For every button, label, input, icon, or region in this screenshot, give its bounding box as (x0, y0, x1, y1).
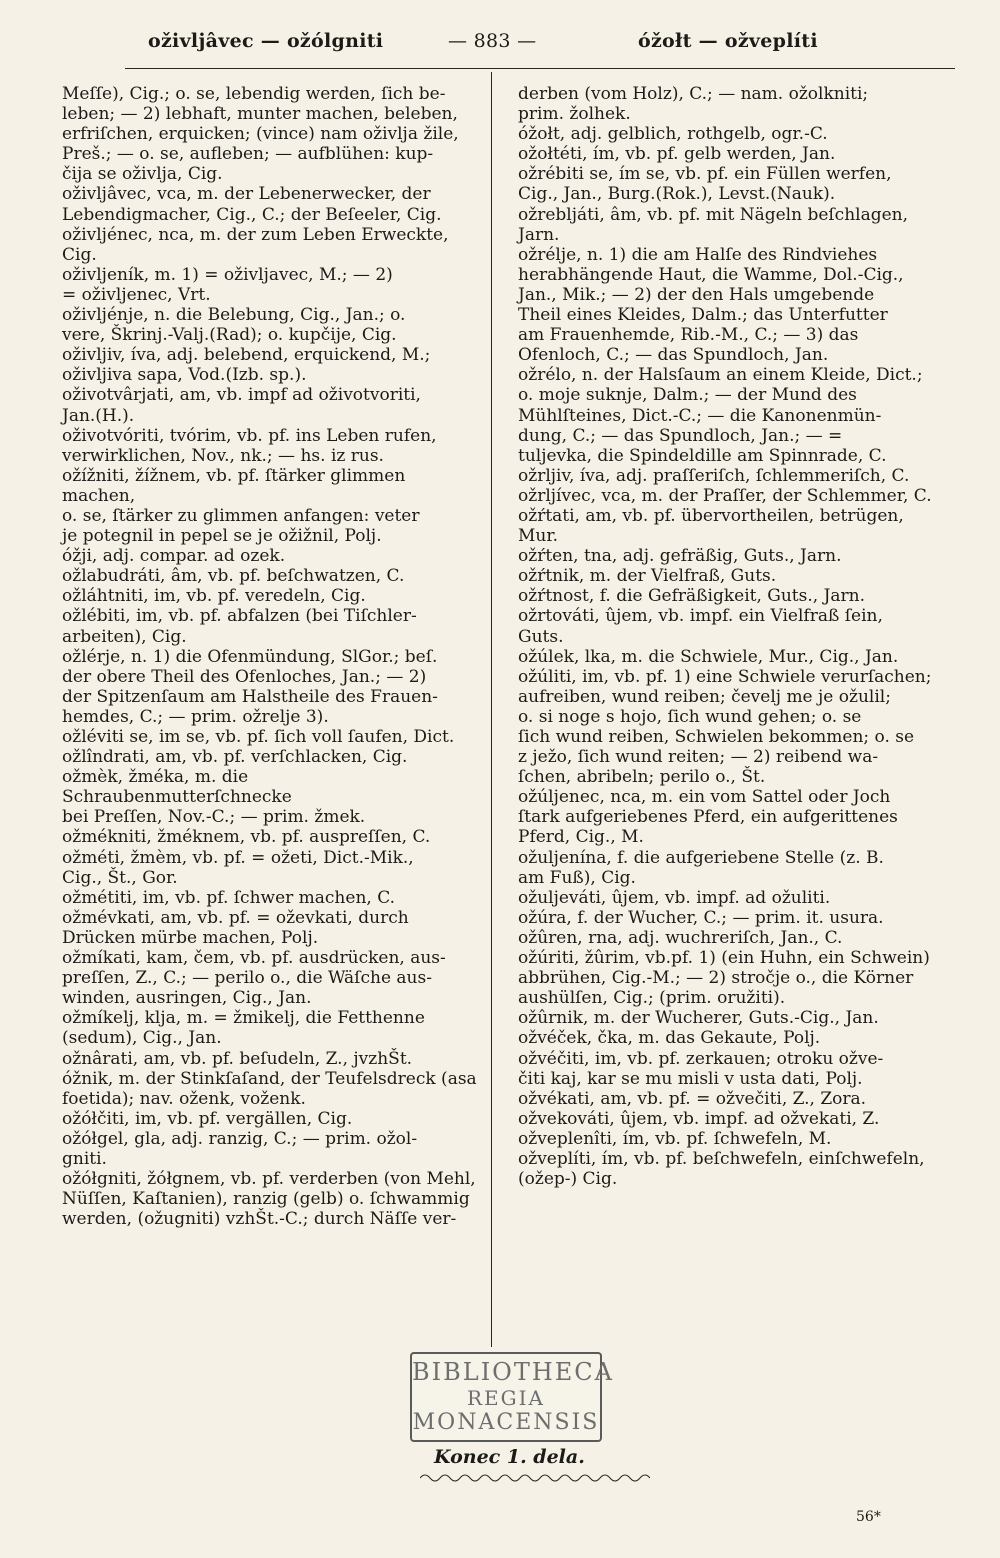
dictionary-line: Mur. (518, 526, 559, 547)
dictionary-line: Lebendigmacher, Cig., C.; der Beſeeler, Cig. (62, 204, 442, 225)
stamp-line-2: REGIA (467, 1386, 545, 1410)
dictionary-line: óžołt, adj. gelblich, rothgelb, ogr.-C. (518, 124, 828, 145)
dictionary-line: ožrélje, n. 1) die am Halſe des Rindviehes (518, 244, 878, 265)
dictionary-line: o. se, ſtärker zu glimmen anfangen: veter (62, 505, 420, 526)
dictionary-line: ožmíkati, kam, čem, vb. pf. ausdrücken, aus- (62, 948, 446, 969)
dictionary-line: ožveplenîti, ím, vb. pf. ſchwefeln, M. (518, 1128, 832, 1149)
dictionary-line: der Spitzenſaum am Halstheile des Frauen- (62, 686, 438, 707)
dictionary-line: gniti. (62, 1148, 107, 1169)
dictionary-line: ožûren, rna, adj. wuchreriſch, Jan., C. (518, 927, 843, 948)
dictionary-line: ožúliti, im, vb. pf. 1) eine Schwiele verurſachen; (518, 666, 932, 687)
dictionary-line: werden, (ožugniti) vzhŠt.-C.; durch Näſſe ver- (62, 1209, 457, 1230)
dictionary-line: čija se oživlja, Cig. (62, 164, 223, 185)
dictionary-line: ožrtováti, ûjem, vb. impf. ein Vielfraß ſein, (518, 606, 883, 627)
dictionary-line: ožmíkelj, klja, m. = žmikelj, die Fetthenne (62, 1008, 425, 1029)
dictionary-line: oživljiv, íva, adj. belebend, erquickend, M.; (62, 345, 431, 366)
dictionary-line: foetida); nav. oženk, voženk. (62, 1088, 306, 1109)
dictionary-line: ožrljívec, vca, m. der Praſſer, der Schlemmer, C. (518, 485, 932, 506)
dictionary-line: ožmèk, žméka, m. die Schraubenmutterſchnecke (62, 767, 292, 808)
dictionary-line: Theil eines Kleides, Dalm.; das Unterfutter (518, 305, 888, 326)
header-rule (125, 68, 955, 69)
dictionary-line: ožnârati, am, vb. pf. beſudeln, Z., jvzhŠt. (62, 1048, 413, 1069)
stamp-line-3: MONACENSIS (412, 1410, 600, 1435)
dictionary-line: ožółčiti, im, vb. pf. vergällen, Cig. (62, 1108, 353, 1129)
dictionary-line: ožlébiti, im, vb. pf. abfalzen (bei Tiſchler- (62, 606, 417, 627)
dictionary-line: winden, ausringen, Cig., Jan. (62, 988, 312, 1009)
dictionary-line: der obere Theil des Ofenloches, Jan.; — 2) (62, 666, 427, 687)
dictionary-line: ožmétiti, im, vb. pf. ſchwer machen, C. (62, 887, 396, 908)
dictionary-line: Cig. (62, 244, 97, 265)
dictionary-line: ožŕtati, am, vb. pf. übervortheilen, betrügen, (518, 505, 904, 526)
column-divider (491, 72, 492, 1347)
dictionary-line: ožŕten, tna, adj. gefräßig, Guts., Jarn. (518, 546, 842, 567)
dictionary-line: erfriſchen, erquicken; (vince) nam oživlja žile, (62, 124, 459, 145)
dictionary-line: ožrébiti se, ím se, vb. pf. ein Füllen werfen, (518, 164, 892, 185)
sheet-signature: 56* (856, 1509, 881, 1525)
dictionary-line: ožûrnik, m. der Wucherer, Guts.-Cig., Jan. (518, 1008, 879, 1029)
dictionary-line: Jarn. (518, 224, 560, 245)
dictionary-line: oživljénec, nca, m. der zum Leben Erweckte, (62, 224, 449, 245)
page-number: — 883 — (448, 30, 537, 52)
dictionary-line: čiti kaj, kar se mu misli v usta dati, Polj. (518, 1068, 863, 1089)
dictionary-line: oživotvârjati, am, vb. impf ad oživotvoriti, (62, 385, 421, 406)
dictionary-line: ožvékati, am, vb. pf. = ožvečiti, Z., Zora. (518, 1088, 867, 1109)
dictionary-line: Drücken mürbe machen, Polj. (62, 927, 319, 948)
dictionary-line: leben; — 2) lebhaft, munter machen, beleben, (62, 104, 458, 125)
dictionary-line: ožúljenec, nca, m. ein vom Sattel oder Joch (518, 787, 891, 808)
dictionary-line: ožuljeváti, ûjem, vb. impf. ad ožuliti. (518, 887, 831, 908)
dictionary-line: ožúra, f. der Wucher, C.; — prim. it. usura. (518, 907, 884, 928)
dictionary-line: bei Preſſen, Nov.-C.; — prim. žmek. (62, 807, 366, 828)
dictionary-line: ožuljenína, f. die aufgeriebene Stelle (z. B. (518, 847, 884, 868)
dictionary-line: ožŕtnost, f. die Gefräßigkeit, Guts., Jarn. (518, 586, 866, 607)
dictionary-line: aushülſen, Cig.; (prim. oružiti). (518, 988, 786, 1009)
dictionary-line: arbeiten), Cig. (62, 626, 187, 647)
dictionary-line: ſchen, abribeln; perilo o., Št. (518, 767, 766, 788)
dictionary-line: Jan., Mik.; — 2) der den Hals umgebende (518, 284, 875, 305)
dictionary-line: ožmékniti, žméknem, vb. pf. auspreſſen, C. (62, 827, 431, 848)
dictionary-line: Mühlſteines, Dict.-C.; — die Kanonenmün- (518, 405, 882, 426)
dictionary-line: ožółgniti, žółgnem, vb. pf. verderben (von Mehl, (62, 1169, 476, 1190)
dictionary-line: hemdes, C.; — prim. ožrelje 3). (62, 706, 329, 727)
dictionary-line: ožúriti, žûrim, vb.pf. 1) (ein Huhn, ein Schwein) (518, 948, 930, 969)
dictionary-line: ožołtéti, ím, vb. pf. gelb werden, Jan. (518, 144, 836, 165)
dictionary-line: ožléviti se, im se, vb. pf. ſich voll ſaufen, Dict. (62, 727, 455, 747)
end-of-part-text: Konec 1. dela. (434, 1446, 585, 1468)
dictionary-line: am Fuß), Cig. (518, 867, 636, 888)
dictionary-line: Pferd, Cig., M. (518, 827, 644, 848)
dictionary-line: ožrélo, n. der Halsſaum an einem Kleide, Dict.; (518, 365, 923, 386)
dictionary-line: ožółgel, gla, adj. ranzig, C.; — prim. ožol- (62, 1128, 418, 1149)
dictionary-line: dung, C.; — das Spundloch, Jan.; — = (518, 425, 843, 446)
dictionary-line: prim. žolhek. (518, 104, 631, 125)
dictionary-line: ožúlek, lka, m. die Schwiele, Mur., Cig., Jan. (518, 646, 899, 667)
dictionary-line: vere, Škrinj.-Valj.(Rad); o. kupčije, Cig. (62, 325, 397, 346)
dictionary-line: je potegnil in pepel se je ožižnil, Polj. (62, 526, 382, 547)
dictionary-line: ſich wund reiben, Schwielen bekommen; o. se (518, 727, 915, 747)
header-right-guide-words: óžołt — ožveplíti (638, 30, 818, 52)
dictionary-line: Guts. (518, 626, 564, 647)
dictionary-line: ožméti, žmèm, vb. pf. = ožeti, Dict.-Mik., (62, 847, 414, 868)
stamp-line-1: BIBLIOTHECA (412, 1358, 614, 1386)
dictionary-line: am Frauenhemde, Rib.-M., C.; — 3) das (518, 325, 859, 346)
dictionary-line: o. si noge s hojo, ſich wund gehen; o. se (518, 706, 862, 727)
dictionary-line: tuljevka, die Spindeldille am Spinnrade, C. (518, 445, 887, 466)
dictionary-line: (ožep-) Cig. (518, 1169, 618, 1190)
dictionary-line: herabhängende Haut, die Wamme, Dol.-Cig., (518, 264, 904, 285)
dictionary-line: Cig., Jan., Burg.(Rok.), Levst.(Nauk). (518, 184, 836, 205)
library-stamp (410, 1352, 614, 1442)
header-left-guide-words: oživljâvec — ožólgniti (148, 30, 384, 52)
dictionary-line: ožvekováti, ûjem, vb. impf. ad ožvekati, Z. (518, 1108, 880, 1129)
dictionary-line: ožlérje, n. 1) die Ofenmündung, SlGor.; beſ. (62, 646, 438, 667)
dictionary-line: ſtark aufgeriebenes Pferd, ein aufgerittenes (518, 807, 898, 828)
dictionary-line: ožrebljáti, âm, vb. pf. mit Nägeln beſchlagen, (518, 204, 909, 225)
dictionary-line: oživljiva sapa, Vod.(Izb. sp.). (62, 365, 307, 386)
right-column (518, 84, 950, 1189)
left-column (62, 84, 478, 1229)
dictionary-line: oživotvóriti, tvórim, vb. pf. ins Leben rufen, (62, 425, 437, 446)
dictionary-line: abbrühen, Cig.-M.; — 2) stročje o., die Körner (518, 968, 914, 989)
dictionary-line: ožlabudráti, âm, vb. pf. beſchwatzen, C. (62, 566, 405, 587)
dictionary-line: Jan.(H.). (62, 405, 135, 426)
dictionary-line: oživljeník, m. 1) = oživljavec, M.; — 2) (62, 264, 393, 285)
dictionary-line: = oživljenec, Vrt. (62, 284, 211, 305)
dictionary-line: verwirklichen, Nov., nk.; — hs. iz rus. (62, 445, 384, 466)
dictionary-line: oživljénje, n. die Belebung, Cig., Jan.; o. (62, 305, 406, 326)
dictionary-line: Cig., Št., Gor. (62, 867, 178, 888)
dictionary-line: ožvéček, čka, m. das Gekaute, Polj. (518, 1028, 821, 1049)
dictionary-line: ožmévkati, am, vb. pf. = oževkati, durch (62, 907, 409, 928)
dictionary-line: (sedum), Cig., Jan. (62, 1028, 222, 1049)
running-header (130, 30, 950, 60)
dictionary-line: derben (vom Holz), C.; — nam. ožolkniti; (518, 84, 869, 104)
dictionary-line: ožvéčiti, im, vb. pf. zerkauen; otroku ožve- (518, 1048, 884, 1069)
dictionary-line: ožížniti, žížnem, vb. pf. ſtärker glimmen machen, (62, 465, 406, 506)
dictionary-line: ožlîndrati, am, vb. pf. verſchlacken, Cig. (62, 747, 408, 768)
dictionary-line: Ofenloch, C.; — das Spundloch, Jan. (518, 345, 829, 366)
dictionary-line: preſſen, Z., C.; — perilo o., die Wäſche aus- (62, 968, 432, 989)
dictionary-line: ožláhtniti, im, vb. pf. veredeln, Cig. (62, 586, 366, 607)
dictionary-line: Meſſe), Cig.; o. se, lebendig werden, ſich be- (62, 84, 446, 104)
dictionary-line: ožrljiv, íva, adj. praſſeriſch, ſchlemmeriſch, C. (518, 465, 910, 486)
dictionary-line: Preš.; — o. se, aufleben; — aufblühen: kup- (62, 144, 434, 165)
dictionary-line: Nüſſen, Kaſtanien), ranzig (gelb) o. ſchwammig (62, 1189, 470, 1210)
dictionary-line: ožveplíti, ím, vb. pf. beſchwefeln, einſchwefeln, (518, 1148, 925, 1169)
dictionary-line: z ježo, ſich wund reiten; — 2) reibend wa- (518, 747, 879, 768)
dictionary-line: óžji, adj. compar. ad ozek. (62, 546, 286, 567)
dictionary-line: óžnik, m. der Stinkſaſand, der Teufelsdreck (asa (62, 1068, 477, 1089)
dictionary-line: oživljâvec, vca, m. der Lebenerwecker, der (62, 184, 431, 205)
dictionary-line: aufreiben, wund reiben; čevelj me je ožulil; (518, 686, 891, 707)
dictionary-line: ožŕtnik, m. der Vielfraß, Guts. (518, 566, 777, 587)
dictionary-line: o. moje suknje, Dalm.; — der Mund des (518, 385, 857, 406)
decorative-wave-line (420, 1470, 650, 1486)
